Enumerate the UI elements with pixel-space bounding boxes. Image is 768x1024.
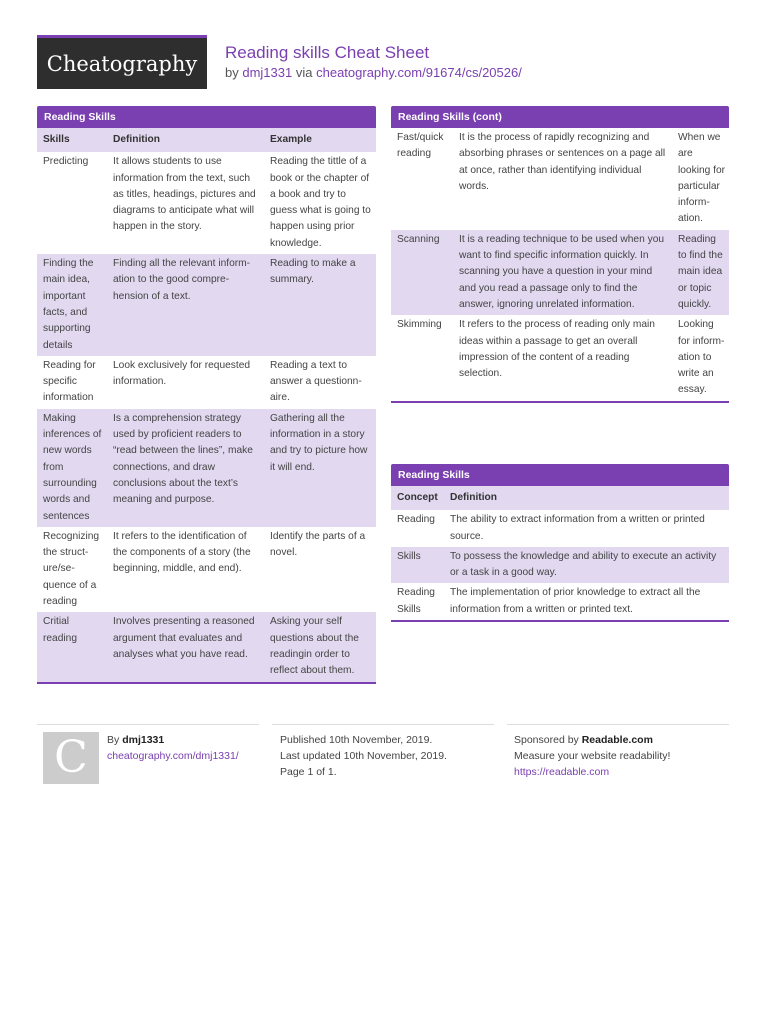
skill-cell: Fast/quick reading — [397, 132, 444, 160]
column-header: Example — [264, 128, 376, 152]
reading-definitions-section — [391, 464, 729, 622]
reading-skills-section — [37, 106, 376, 684]
byline — [225, 65, 522, 80]
definition-cell: The implementation of prior knowledge to extract all the information from a written or printed text. — [450, 587, 701, 615]
definition-cell: It is the process of rapidly recognizing and absorbing phrases or sentences on a page all at once, rather than identifying individual words. — [459, 132, 666, 192]
sponsor-link[interactable]: https://readable.com — [514, 766, 610, 778]
table-row — [391, 510, 729, 547]
column-header: Definition — [444, 486, 729, 510]
table-row — [37, 152, 376, 254]
footer-author-name[interactable]: dmj1331 — [122, 734, 165, 746]
section-title: Reading Skills — [391, 464, 729, 486]
updated-date: Last updated 10th November, 2019. — [280, 750, 447, 762]
table-row — [391, 547, 729, 584]
table-header-row — [37, 128, 376, 152]
skill-cell: Making inferences of new words from surrounding words and sentences — [37, 409, 107, 527]
footer-divider — [272, 724, 494, 725]
published-date: Published 10th November, 2019. — [280, 734, 433, 746]
definition-cell: Involves presenting a reasoned argument that evaluates and analyses what you have read. — [107, 612, 264, 681]
example-cell: Reading to make a summary. — [264, 254, 376, 356]
author-link[interactable]: dmj1331 — [242, 65, 293, 80]
footer-divider — [37, 724, 259, 725]
section-title: Reading Skills (cont) — [391, 106, 729, 128]
sponsor-prefix: Sponsored by — [514, 734, 579, 746]
skill-cell: Critial reading — [37, 612, 107, 681]
footer-author-block — [107, 732, 239, 764]
byline-by: by — [225, 65, 239, 80]
sponsor-name[interactable]: Readable.com — [581, 734, 653, 746]
footer-sponsor-block — [514, 732, 670, 780]
cheatography-logo[interactable]: Cheatography — [37, 35, 207, 89]
concept-cell: Reading Skills — [397, 587, 435, 615]
byline-via: via — [295, 65, 313, 80]
example-cell: Identify the parts of a novel. — [270, 530, 366, 559]
example-cell: When we are looking for particular information. — [678, 132, 726, 225]
table-row — [391, 315, 729, 400]
definition-cell: Look exclusively for requested information. — [113, 359, 251, 388]
skill-cell: Scanning — [391, 230, 453, 315]
skill-cell: Reading for specific information — [43, 359, 96, 404]
table-row — [37, 254, 376, 356]
definition-cell: Finding all the relevant information to the good comprehension of a text. — [107, 254, 264, 356]
reading-definitions-table — [391, 486, 729, 620]
definition-cell: The ability to extract information from a written or printed source. — [450, 514, 705, 542]
footer-by-label: By — [107, 734, 120, 746]
table-row — [37, 356, 376, 409]
definition-cell: It is a reading technique to be used when you want to find specific information quickly. In scanning you have a question in your mind and you read a passage only to find the answer, ignoring unrelated information. — [453, 230, 672, 315]
example-cell: Gathering all the information in a story and try to picture how it will end. — [264, 409, 376, 527]
table-row — [391, 128, 729, 230]
table-row — [391, 583, 729, 620]
example-cell: Reading a text to answer a questionnaire. — [270, 359, 362, 404]
sheet-url-link[interactable]: cheatography.com/91674/cs/20526/ — [316, 65, 522, 80]
page-number: Page 1 of 1. — [280, 766, 337, 778]
skill-cell: Finding the main idea, important facts, and supporting details — [37, 254, 107, 356]
skill-cell: Skimming — [397, 319, 442, 331]
column-header: Concept — [391, 486, 444, 510]
example-cell: Asking your self questions about the readingin order to reflect about them. — [264, 612, 376, 681]
sponsor-tagline: Measure your website readability! — [514, 750, 671, 762]
concept-cell: Skills — [391, 547, 444, 584]
skill-cell: Recognizing the structure/sequence of a reading — [43, 530, 100, 608]
table-header-row — [391, 486, 729, 510]
reading-skills-cont-table — [391, 128, 729, 401]
definition-cell: It refers to the process of reading only main ideas within a passage to get an overall impression of the content of a reading selection. — [459, 319, 655, 380]
table-row — [391, 230, 729, 315]
column-header: Definition — [107, 128, 264, 152]
footer-dates-block — [280, 732, 447, 780]
page-title: Reading skills Cheat Sheet — [225, 43, 430, 62]
example-cell: Looking for information to write an essay. — [678, 319, 725, 396]
definition-cell: Is a comprehension strategy used by proficient readers to “read between the lines”, make connections, and draw conclusions about the text’s meaning and purpose. — [107, 409, 264, 527]
reading-skills-table — [37, 128, 376, 682]
definition-cell: To possess the knowledge and ability to execute an activity or a task in a good way. — [444, 547, 729, 584]
column-header: Skills — [37, 128, 107, 152]
concept-cell: Reading — [397, 514, 435, 526]
table-row — [37, 612, 376, 681]
definition-cell: It allows students to use information from the text, such as titles, headings, pictures and diagrams to anticipate what will happen in the story. — [113, 156, 256, 233]
reading-skills-cont-section — [391, 106, 729, 403]
example-cell: Reading the tittle of a book or the chapter of a book and try to guess what is going to happen using prior knowledge. — [270, 156, 371, 249]
example-cell: Reading to find the main idea or topic quickly. — [672, 230, 729, 315]
table-row — [37, 527, 376, 612]
author-avatar[interactable]: C — [43, 732, 99, 784]
definition-cell: It refers to the identification of the components of a story (the beginning, middle, and end). — [113, 530, 251, 575]
section-title: Reading Skills — [37, 106, 376, 128]
table-row — [37, 409, 376, 527]
footer-author-link[interactable]: cheatography.com/dmj1331/ — [107, 750, 239, 762]
skill-cell: Predicting — [43, 156, 89, 168]
footer-divider — [507, 724, 729, 725]
